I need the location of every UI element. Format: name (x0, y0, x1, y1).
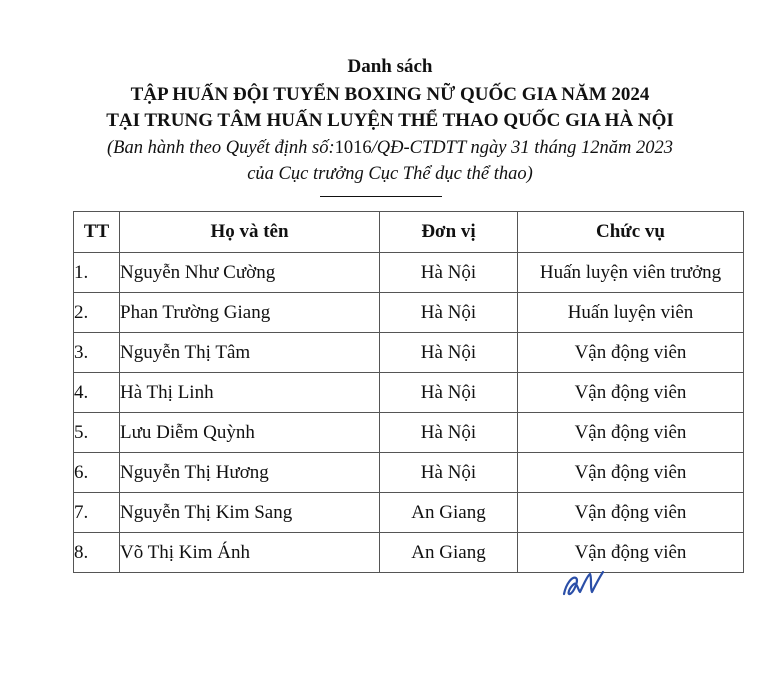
member-unit: Hà Nội (380, 413, 518, 453)
member-name: Võ Thị Kim Ánh (120, 533, 380, 573)
member-role: Vận động viên (518, 493, 744, 533)
header-tt: TT (74, 212, 120, 253)
table-row (74, 413, 744, 453)
table-header-row (74, 212, 744, 253)
member-name: Lưu Diễm Quỳnh (120, 413, 380, 453)
table-row (74, 253, 744, 293)
table-row (74, 293, 744, 333)
member-role: Huấn luyện viên (518, 293, 744, 333)
row-number: 8. (74, 533, 120, 573)
member-name: Nguyễn Thị Kim Sang (120, 493, 380, 533)
issuing-authority: của Cục trưởng Cục Thể dục thể thao) (247, 164, 533, 184)
decision-reference (0, 138, 780, 159)
member-unit: An Giang (380, 493, 518, 533)
header-divider (320, 196, 442, 197)
row-number: 5. (74, 413, 120, 453)
member-unit: An Giang (380, 533, 518, 573)
doc-label: Danh sách (347, 56, 433, 77)
header-unit: Đơn vị (380, 212, 518, 253)
row-number: 7. (74, 493, 120, 533)
member-name: Nguyễn Thị Hương (120, 453, 380, 493)
header-role: Chức vụ (518, 212, 744, 253)
row-number: 1. (74, 253, 120, 293)
member-name: Nguyễn Như Cường (120, 253, 380, 293)
member-role: Vận động viên (518, 533, 744, 573)
member-name: Phan Trường Giang (120, 293, 380, 333)
member-role: Vận động viên (518, 453, 744, 493)
row-number: 4. (74, 373, 120, 413)
member-unit: Hà Nội (380, 293, 518, 333)
doc-title: TẬP HUẤN ĐỘI TUYỂN BOXING NỮ QUỐC GIA NĂM 2024 (130, 84, 650, 105)
table-row (74, 453, 744, 493)
member-role: Vận động viên (518, 413, 744, 453)
member-role: Vận động viên (518, 333, 744, 373)
decision-number: 1016 (334, 138, 372, 158)
member-unit: Hà Nội (380, 373, 518, 413)
signature-mark (560, 564, 606, 600)
table-row (74, 333, 744, 373)
roster-table (73, 211, 744, 573)
table-row (74, 533, 744, 573)
member-unit: Hà Nội (380, 333, 518, 373)
header-name: Họ và tên (120, 212, 380, 253)
signature-stroke (564, 572, 603, 594)
member-name: Hà Thị Linh (120, 373, 380, 413)
member-name: Nguyễn Thị Tâm (120, 333, 380, 373)
member-unit: Hà Nội (380, 453, 518, 493)
row-number: 2. (74, 293, 120, 333)
doc-subtitle: TẠI TRUNG TÂM HUẤN LUYỆN THỂ THAO QUỐC GIA HÀ NỘI (106, 110, 674, 131)
row-number: 3. (74, 333, 120, 373)
table-row (74, 373, 744, 413)
member-role: Huấn luyện viên trưởng (518, 253, 744, 293)
table-row (74, 493, 744, 533)
row-number: 6. (74, 453, 120, 493)
decision-prefix: (Ban hành theo Quyết định số: (107, 138, 335, 158)
member-unit: Hà Nội (380, 253, 518, 293)
member-role: Vận động viên (518, 373, 744, 413)
decision-suffix: /QĐ-CTDTT ngày 31 tháng 12năm 2023 (371, 138, 673, 158)
